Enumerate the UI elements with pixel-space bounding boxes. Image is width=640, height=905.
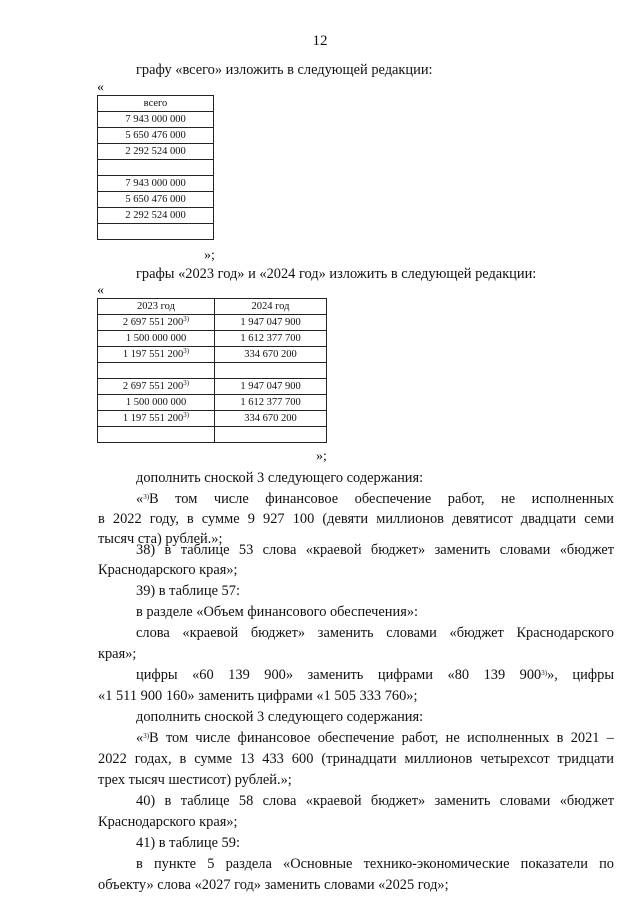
table2-header-2023: 2023 год: [98, 299, 215, 315]
text-line-1: дополнить сноской 3 следующего содержания:: [136, 470, 424, 486]
table1-cell: [98, 224, 214, 240]
table1-intro: графу «всего» изложить в следующей редакции:: [136, 62, 433, 78]
item-39-section: в разделе «Объем финансового обеспечения»:: [136, 604, 419, 620]
item-41-line-1: в пункте 5 раздела «Основные технико-экономические показатели по: [136, 856, 614, 872]
item-41-line-2: объекту» слова «2027 год» заменить словами «2025 год»;: [98, 877, 449, 893]
item-41-title: 41) в таблице 59:: [136, 835, 240, 851]
footnote-1-line-1: «$^{3)}$В том числе финансовое обеспечение работ, не исполненных: [136, 491, 614, 507]
table2-row: [98, 427, 327, 443]
item-40-line-2: Краснодарского края»;: [98, 814, 238, 830]
table1-cell: 7 943 000 000: [98, 112, 214, 128]
table1-cell: 2 292 524 000: [98, 208, 214, 224]
item-38-line-2: Краснодарского края»;: [98, 562, 238, 578]
table1-cell: 5 650 476 000: [98, 128, 214, 144]
table2-cell-2023: 1 500 000 000: [98, 331, 215, 347]
table2-cell-2024: 1 612 377 700: [215, 331, 327, 347]
table2: [97, 298, 327, 443]
table1-quote-open: «: [97, 80, 104, 95]
table2-cell-2023: 1 500 000 000: [98, 395, 215, 411]
table2-cell-2023: 2 697 551 200$^{3)}$: [98, 379, 215, 395]
page-number: 12: [312, 33, 328, 49]
table2-cell-2024: 1 947 047 900: [215, 379, 327, 395]
table2-cell-2024: [215, 427, 327, 443]
table2-cell-2024: 334 670 200: [215, 347, 327, 363]
table1-close-mark: »;: [204, 248, 215, 263]
table2-close-mark: »;: [316, 449, 327, 464]
table2-cell-2024: 1 612 377 700: [215, 395, 327, 411]
item-38-line-1: 38) в таблице 53 слова «краевой бюджет» заменить словами «бюджет: [136, 542, 614, 558]
table2-cell-2023: [98, 363, 215, 379]
table2-intro: графы «2023 год» и «2024 год» изложить в следующей редакции:: [136, 266, 537, 282]
item-40-line-1: 40) в таблице 58 слова «краевой бюджет» заменить словами «бюджет: [136, 793, 614, 809]
table1-cell: 5 650 476 000: [98, 192, 214, 208]
item-39-digits-line-1: цифры «60 139 900» заменить цифрами «80 139 900$^{3)}$», цифры: [136, 667, 614, 683]
footnote-1-line-3: тысяч ста) рублей.»;: [98, 531, 223, 547]
table1-cell: 2 292 524 000: [98, 144, 214, 160]
item-39-title: 39) в таблице 57:: [136, 583, 240, 599]
table2-cell-2023: [98, 427, 215, 443]
table1: [97, 95, 214, 240]
table2-cell-2024: [215, 363, 327, 379]
footnote-2-line-2: 2022 годах, в сумме 13 433 600 (тринадцати миллионов четырехсот тридцати: [98, 751, 614, 767]
table2-cell-2023: 1 197 551 200$^{3)}$: [98, 411, 215, 427]
item-39-words-line-1: слова «краевой бюджет» заменить словами «бюджет Краснодарского: [136, 625, 614, 641]
item-39-words-line-2: края»;: [98, 646, 137, 662]
table2-cell-2023: 1 197 551 200$^{3)}$: [98, 347, 215, 363]
table2-cell-2024: 334 670 200: [215, 411, 327, 427]
footnote-2-line-3: трех тысяч шестисот) рублей.»;: [98, 772, 292, 788]
footnote-1-line-2: в 2022 году, в сумме 9 927 100 (девяти миллионов девятисот двадцати семи: [98, 511, 614, 527]
text-footnote-intro-2: дополнить сноской 3 следующего содержания:: [136, 709, 424, 725]
table2-row: [98, 379, 327, 395]
table2-quote-open: «: [97, 283, 104, 298]
table2-header-2024: 2024 год: [215, 299, 327, 315]
table2-row: [98, 411, 327, 427]
table2-cell-2024: 1 947 047 900: [215, 315, 327, 331]
item-39-digits-line-2: «1 511 900 160» заменить цифрами «1 505 333 760»;: [98, 688, 418, 704]
table2-row: [98, 395, 327, 411]
table1-cell: [98, 160, 214, 176]
table2-row: [98, 331, 327, 347]
table2-row: [98, 363, 327, 379]
table1-header: всего: [98, 96, 214, 112]
footnote-2-line-1: «$^{3)}$В том числе финансовое обеспечение работ, не исполненных в 2021 –: [136, 730, 614, 746]
table1-cell: 7 943 000 000: [98, 176, 214, 192]
table2-cell-2023: 2 697 551 200$^{3)}$: [98, 315, 215, 331]
table2-row: [98, 347, 327, 363]
table2-row: [98, 315, 327, 331]
